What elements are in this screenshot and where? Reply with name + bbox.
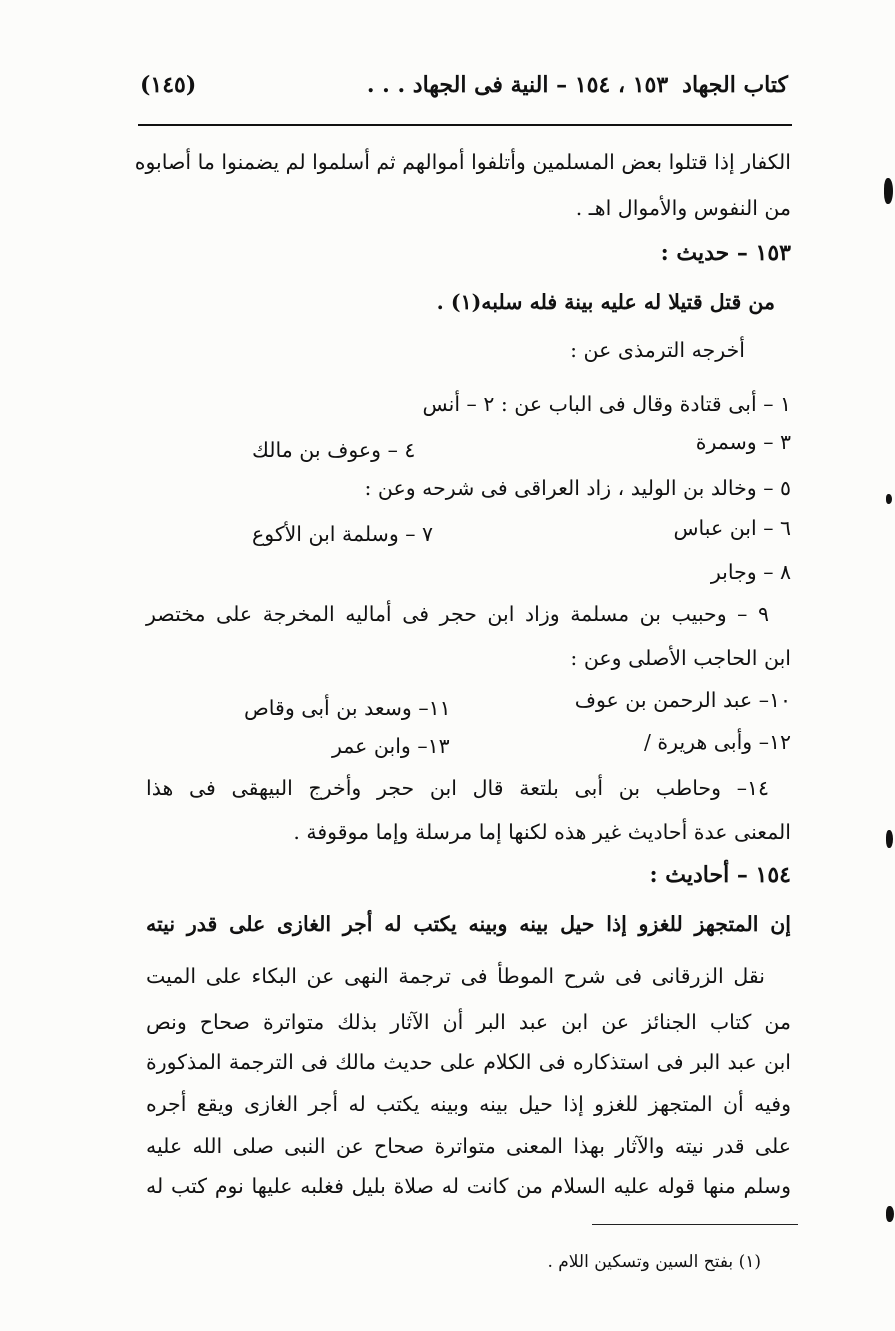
hadith-154-text: إن المتجهز للغزو إذا حيل بينه وبينه يكتب له أجر الغازى على قدر نيته [146, 912, 791, 936]
tirmidhi-line: أخرجه الترمذى عن : [570, 338, 745, 362]
header-rule [138, 124, 792, 126]
narrator-11: ١١– وسعد بن أبى وقاص [244, 696, 451, 720]
narrator-1-2: ١ – أبى قتادة وقال فى الباب عن : ٢ – أنس [422, 392, 791, 416]
narrator-6: ٦ – ابن عباس [673, 516, 791, 540]
hadith-153-heading: ١٥٣ – حديث : [660, 240, 791, 266]
paragraph-line-6: وسلم منها قوله عليه السلام من كانت له صلاة بليل فغلبه عليها نوم كتب له [146, 1174, 791, 1198]
paragraph-line-2: من كتاب الجنائز عن ابن عبد البر أن الآثار بذلك متواترة صحاح ونص [146, 1010, 791, 1034]
intro-line-2: من النفوس والأموال اهـ . [575, 196, 791, 220]
scan-edge-mark [886, 830, 893, 848]
narrator-13: ١٣– وابن عمر [332, 734, 450, 758]
header-section-title: ١٥٣ ، ١٥٤ – النية فى الجهاد . . . [366, 72, 669, 98]
footnote: (١) بفتح السين وتسكين اللام . [547, 1252, 761, 1272]
narrator-5: ٥ – وخالد بن الوليد ، زاد العراقى فى شرحه وعن : [364, 476, 791, 500]
intro-line-1: الكفار إذا قتلوا بعض المسلمين وأتلفوا أموالهم ثم أسلموا لم يضمنوا ما أصابوه [134, 150, 791, 174]
page-number: (١٤٥) [140, 72, 197, 98]
footnote-rule [592, 1224, 798, 1225]
header-title [367, 72, 788, 98]
narrator-14-line-2: المعنى عدة أحاديث غير هذه لكنها إما مرسلة وإما موقوفة . [293, 820, 791, 844]
narrator-4: ٤ – وعوف بن مالك [252, 438, 416, 462]
scan-edge-mark [884, 178, 893, 204]
narrator-9-line-1: ٩ – وحبيب بن مسلمة وزاد ابن حجر فى أماليه المخرجة على مختصر [146, 602, 769, 626]
scan-edge-mark [886, 1206, 894, 1222]
paragraph-line-5: على قدر نيته والآثار بهذا المعنى متواترة صحاح عن النبى صلى الله عليه [146, 1134, 791, 1158]
hadith-154-heading: ١٥٤ – أحاديث : [649, 862, 791, 888]
paragraph-line-1: نقل الزرقانى فى شرح الموطأ فى ترجمة النهى عن البكاء على الميت [146, 964, 765, 988]
narrator-12: ١٢– وأبى هريرة / [643, 730, 791, 754]
narrator-3: ٣ – وسمرة [695, 430, 791, 454]
running-header [140, 62, 788, 108]
paragraph-line-3: ابن عبد البر فى استذكاره فى الكلام على حديث مالك فى الترجمة المذكورة [146, 1050, 791, 1074]
hadith-153-text: من قتل قتيلا له عليه بينة فله سلبه(١) . [436, 290, 775, 314]
paragraph-line-4: وفيه أن المتجهز للغزو إذا حيل بينه وبينه يكتب له أجر الغازى ويقع أجره [146, 1092, 791, 1116]
narrator-7: ٧ – وسلمة ابن الأكوع [252, 522, 434, 546]
header-book-title: كتاب الجهاد [682, 72, 788, 98]
narrator-14-line-1: ١٤– وحاطب بن أبى بلتعة قال ابن حجر وأخرج البيهقى فى هذا [146, 776, 769, 800]
narrator-10: ١٠– عبد الرحمن بن عوف [574, 688, 791, 712]
narrator-9-line-2: ابن الحاجب الأصلى وعن : [570, 646, 791, 670]
narrator-8: ٨ – وجابر [710, 560, 791, 584]
scan-edge-mark [886, 494, 892, 504]
